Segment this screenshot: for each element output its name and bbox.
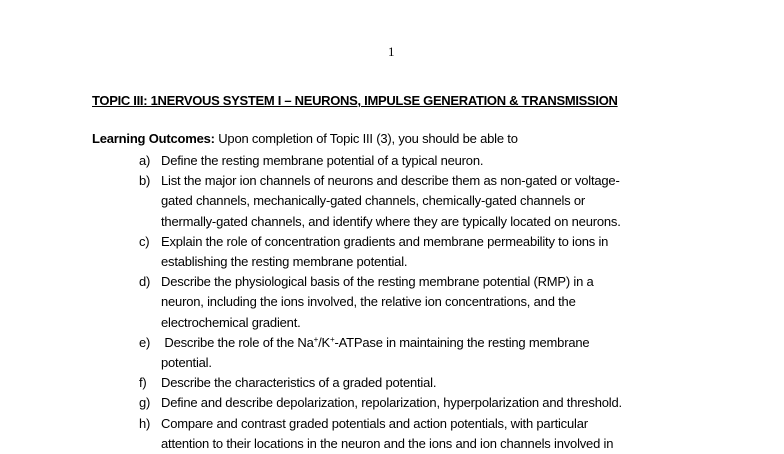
list-item-text: establishing the resting membrane potential.: [161, 254, 408, 270]
list-item-c: [0, 232, 696, 272]
list-item-text: neuron, including the ions involved, the relative ion concentrations, and the: [161, 294, 576, 310]
list-item-text: List the major ion channels of neurons and describe them as non-gated or voltage-: [161, 173, 620, 189]
list-item-e: [0, 333, 696, 373]
list-item-text: potential.: [161, 355, 212, 371]
list-marker: e): [139, 334, 151, 350]
list-item-b: [0, 171, 696, 232]
list-marker: g): [139, 395, 151, 411]
list-marker: a): [139, 153, 151, 168]
list-item-text: gated channels, mechanically-gated channels, chemically-gated channels or: [161, 193, 586, 209]
list-marker: b): [139, 173, 151, 189]
list-item-text: thermally-gated channels, and identify where they are typically located on neurons.: [161, 213, 621, 229]
list-marker: c): [139, 233, 150, 249]
list-item-g: [0, 393, 696, 413]
list-item-a: [0, 151, 696, 171]
list-item-d: [0, 272, 696, 333]
superscript: +: [330, 334, 335, 344]
text-segment: -ATPase in maintaining the resting membrane: [334, 334, 590, 350]
list-item-text: Describe the physiological basis of the resting membrane potential (RMP) in a: [161, 274, 594, 290]
list-item-f: [0, 373, 696, 393]
learning-outcomes-intro: [92, 131, 518, 146]
list-marker: h): [139, 415, 151, 431]
list-item-h: [0, 414, 696, 454]
list-item-text: [161, 333, 696, 353]
text-segment: Describe the role of the Na: [161, 334, 314, 350]
learning-outcomes-label: Learning Outcomes:: [92, 131, 215, 146]
learning-outcomes-list: [0, 151, 696, 454]
list-item-text: attention to their locations in the neuron and the ions and ion channels involved in: [161, 435, 614, 451]
list-marker: d): [139, 274, 151, 290]
list-item-text: Describe the characteristics of a graded potential.: [161, 375, 437, 391]
list-item-text: electrochemical gradient.: [161, 314, 301, 330]
list-item-text: Define the resting membrane potential of a typical neuron.: [161, 153, 484, 168]
page-number: 1: [388, 44, 395, 59]
list-item-text: Compare and contrast graded potentials and action potentials, with particular: [161, 415, 588, 431]
learning-outcomes-text: Upon completion of Topic III (3), you should be able to: [214, 131, 518, 146]
superscript: +: [313, 334, 319, 344]
list-marker: f): [139, 375, 147, 391]
list-item-text: Define and describe depolarization, repolarization, hyperpolarization and threshold.: [161, 395, 622, 411]
list-item-text: Explain the role of concentration gradients and membrane permeability to ions in: [161, 233, 609, 249]
topic-title: TOPIC III: 1NERVOUS SYSTEM I – NEURONS, IMPULSE GENERATION & TRANSMISSION: [92, 93, 618, 108]
text-segment: /K: [318, 334, 331, 350]
